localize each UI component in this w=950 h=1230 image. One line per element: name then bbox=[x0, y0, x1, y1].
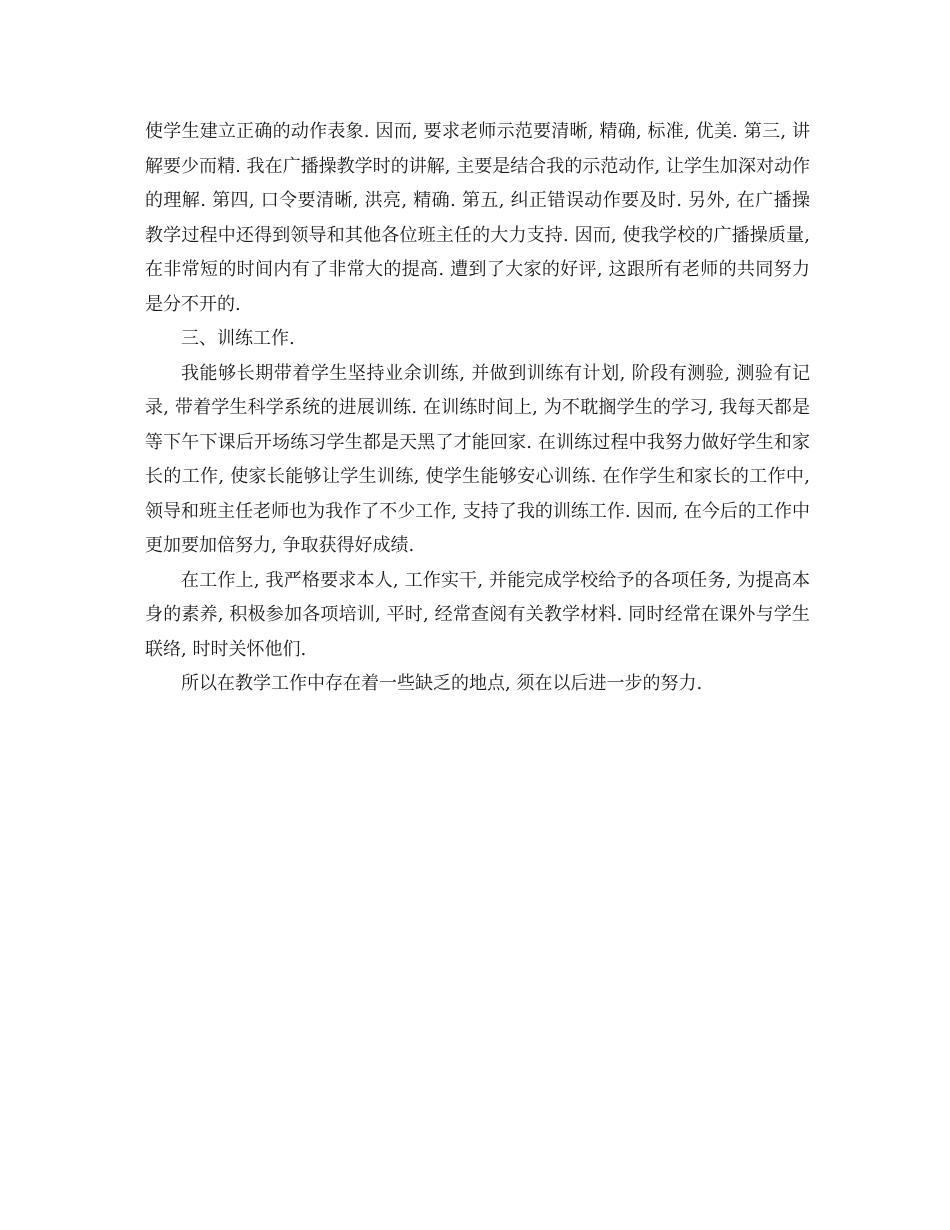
body-paragraph: 所以在教学工作中存在着一些缺乏的地点, 须在以后进一步的努力. bbox=[181, 673, 703, 694]
section-heading-training: 三、训练工作. bbox=[181, 328, 295, 349]
body-paragraph: 使学生建立正确的动作表象. 因而, 要求老师示范要清晰, 精确, 标准, 优美. 第三, 讲解要少而精. 我在广播操教学时的讲解, 主要是结合我的示范动作, 让学生加深对动作的理解. 第四, 口令要清晰, 洪亮, 精确. 第五, 纠正错误动作要及时. 另外, 在广播操教学过程中还得到领导和其他各位班主任的大力支持. 因而, 使我学校的广播操质量, 在非常短的时间内有了非常大的提高. 遭到了大家的好评, 这跟所有老师的共同努力是分不开的. bbox=[145, 121, 810, 315]
document-body bbox=[145, 115, 810, 702]
body-paragraph: 我能够长期带着学生坚持业余训练, 并做到训练有计划, 阶段有测验, 测验有记录, 带着学生科学系统的进展训练. 在训练时间上, 为不耽搁学生的学习, 我每天都是等下午下课后开场练习学生都是天黑了才能回家. 在训练过程中我努力做好学生和家长的工作, 使家长能够让学生训练, 使学生能够安心训练. 在作学生和家长的工作中, 领导和班主任老师也为我作了不少工作, 支持了我的训练工作. 因而, 在今后的工作中更加要加倍努力, 争取获得好成绩. bbox=[145, 362, 810, 556]
body-paragraph: 在工作上, 我严格要求本人, 工作实干, 并能完成学校给予的各项任务, 为提高本身的素养, 积极参加各项培训, 平时, 经常查阅有关教学材料. 同时经常在课外与学生联络, 时时关怀他们. bbox=[145, 569, 810, 660]
